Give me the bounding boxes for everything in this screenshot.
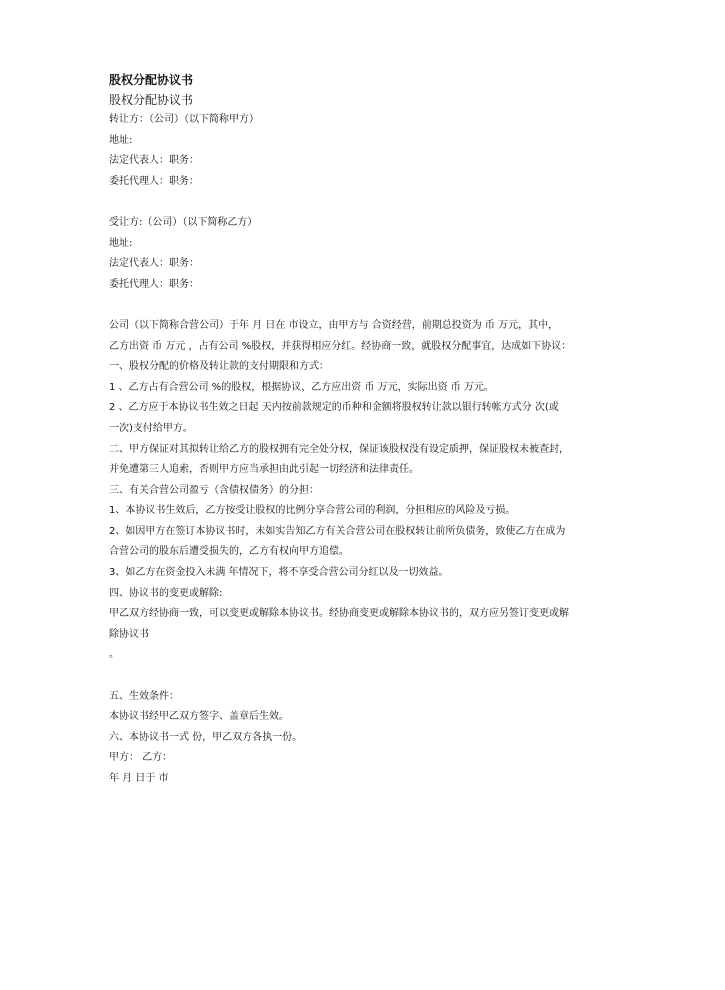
body-line: 1 、乙方占有合营公司 %的股权，根据协议，乙方应出资 币 万元，实际出资 币 万元。 [109, 381, 494, 393]
transferee-party: 受让方:（公司）（以下简称乙方） [109, 216, 258, 228]
body-line: 合营公司的股东后遭受损失的，乙方有权向甲方追偿。 [109, 546, 349, 558]
spacer [109, 295, 624, 316]
body-line: 1、本协议书生效后，乙方按受让股权的比例分享合营公司的利润，分担相应的风险及亏损。 [109, 505, 516, 517]
body-line: 除协议书 [109, 628, 149, 640]
section-heading: 四、协议书的变更或解除: [109, 587, 223, 599]
document-subtitle: 股权分配协议书 [109, 93, 194, 107]
body-line: 一次)支付给甲方。 [109, 422, 193, 434]
body-line: 2、如因甲方在签订本协议书时，未如实告知乙方有关合营公司在股权转让前所负债务，致使乙方在成为 [109, 525, 566, 537]
section-heading: 六、本协议书一式 份，甲乙双方各执一份。 [109, 731, 303, 743]
transferor-legal-rep: 法定代表人：职务： [109, 155, 199, 167]
transferee-agent: 委托代理人：职务： [109, 278, 199, 290]
signature-line: 甲方： 乙方： [109, 752, 173, 764]
section-heading: 五、生效条件： [109, 690, 179, 702]
transferor-party: 转让方：（公司）（以下简称甲方） [109, 114, 259, 125]
spacer [109, 666, 624, 687]
body-line: 2 、乙方应于本协议书生效之日起 天内按前款规定的币种和金额将股权转让款以银行转帐方式分 次(或 [109, 402, 559, 414]
transferee-legal-rep: 法定代表人：职务： [109, 258, 199, 270]
body-line: 并免遭第三人追索，否则甲方应当承担由此引起一切经济和法律责任。 [109, 464, 419, 476]
body-line: 本协议书经甲乙双方签字、盖章后生效。 [109, 711, 289, 723]
section-heading: 二、甲方保证对其拟转让给乙方的股权拥有完全处分权，保证该股权没有设定质押，保证股权未被查封， [109, 443, 569, 455]
date-line: 年 月 日于 市 [109, 773, 169, 784]
spacer [109, 192, 624, 213]
section-heading: 三、有关合营公司盈亏（含债权债务）的分担： [109, 484, 319, 496]
body-line: 3、如乙方在资金投入未满 年情况下，将不享受合营公司分红以及一切效益。 [109, 567, 449, 579]
body-line: 甲乙双方经协商一致，可以变更或解除本协议书。经协商变更或解除本协议书的，双方应另签订变更或解 [109, 608, 569, 620]
body-line: 乙方出资 币 万元 ，占有公司 %股权，并获得相应分红。经协商一致，就股权分配事宜，达成如下协议： [109, 340, 572, 352]
transferor-agent: 委托代理人：职务： [109, 175, 199, 187]
section-heading: 一、股权分配的价格及转让款的支付期限和方式： [109, 361, 329, 373]
body-line: 。 [109, 649, 119, 661]
transferor-address: 地址: [109, 134, 133, 146]
agreement-document [109, 70, 624, 790]
body-line: 公司（以下简称合营公司）于年 月 日在 市设立，由甲方与 合资经营，前期总投资为 币 万元，其中， [109, 319, 559, 331]
document-title: 股权分配协议书 [109, 73, 194, 87]
transferee-address: 地址: [109, 237, 133, 249]
